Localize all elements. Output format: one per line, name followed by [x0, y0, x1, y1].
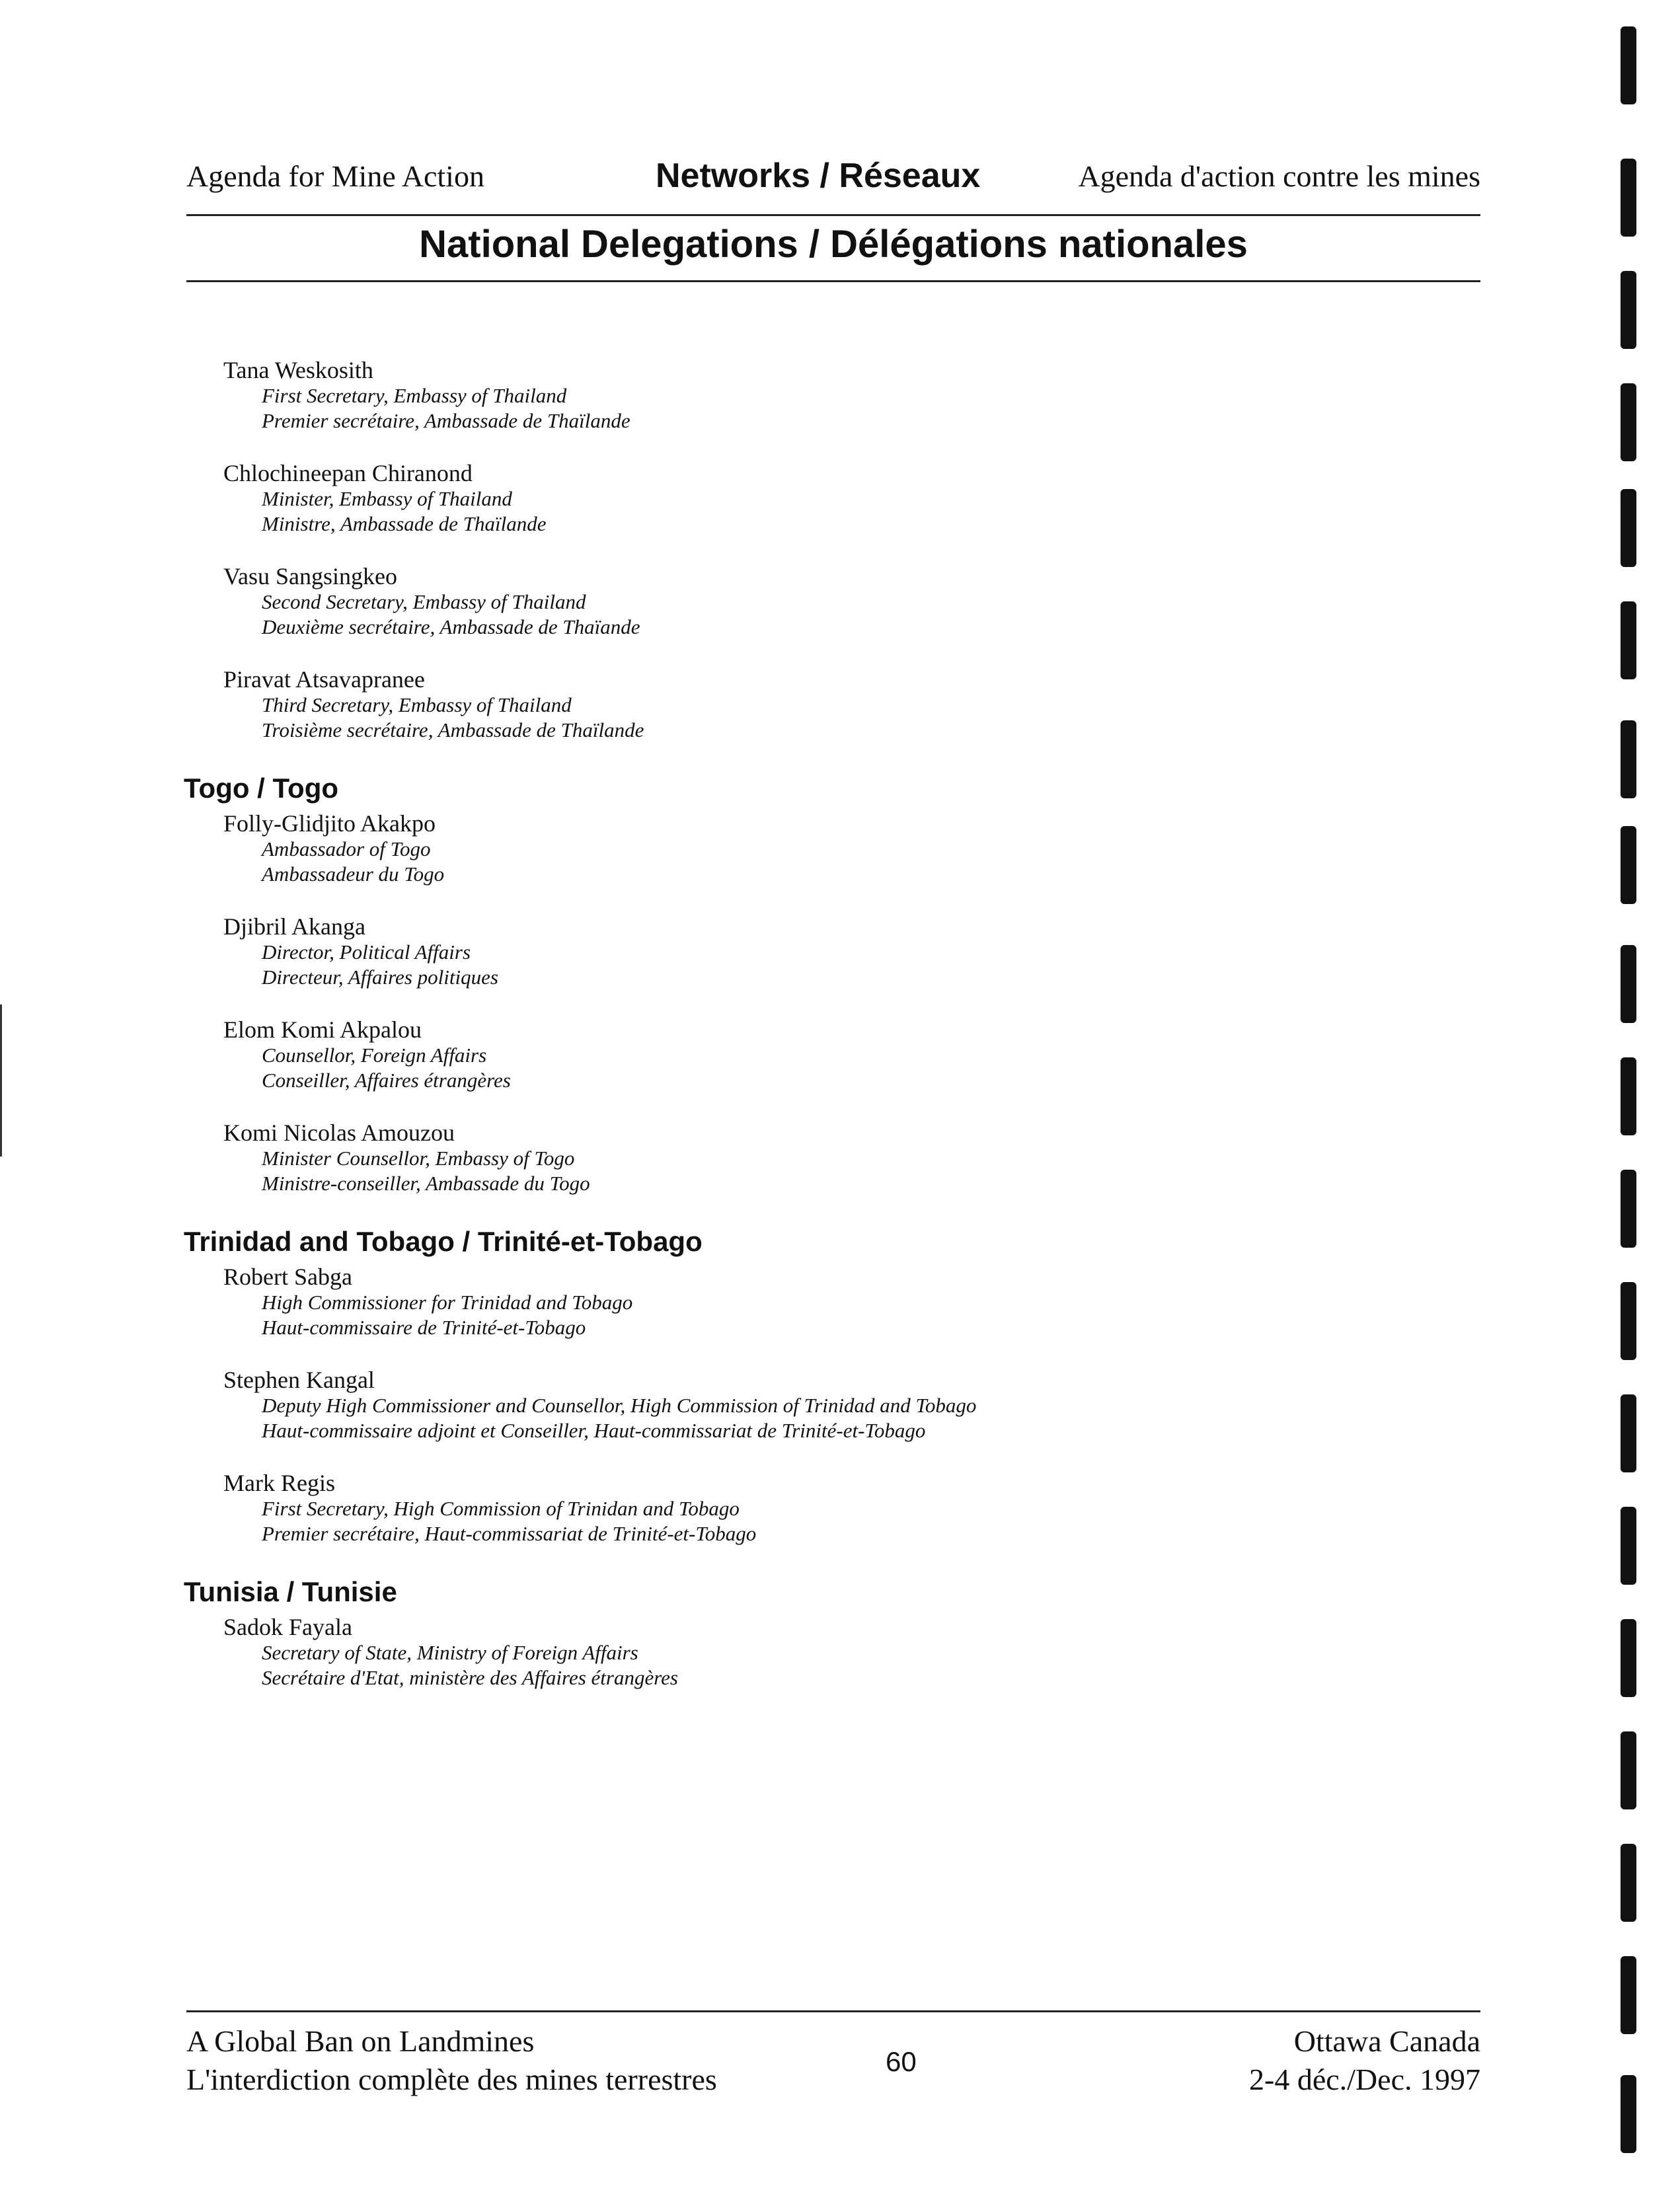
binding-hole [1621, 271, 1636, 349]
delegate-name: Vasu Sangsingkeo [223, 563, 397, 589]
binding-hole [1621, 1282, 1636, 1360]
country-group-thailand [184, 357, 1479, 743]
footer-right-line2: 2-4 déc./Dec. 1997 [1249, 2063, 1480, 2096]
delegate-title-fr: Troisième secrétaire, Ambassade de Thaïlande [262, 718, 644, 741]
delegate-title-en: Third Secretary, Embassy of Thailand [262, 693, 572, 716]
binding-hole [1621, 26, 1636, 104]
delegate-name: Tana Weskosith [223, 357, 373, 383]
binding-hole [1621, 601, 1636, 679]
footer-rule [186, 2010, 1480, 2012]
delegate-title-en: High Commissioner for Trinidad and Tobago [262, 1291, 633, 1314]
delegate-entry [223, 460, 1479, 537]
page-number: 60 [886, 2046, 917, 2077]
section-title: National Delegations / Délégations nationales [419, 223, 1248, 266]
delegate-title-en: First Secretary, High Commission of Trinidan and Tobago [262, 1497, 740, 1520]
delegate-name: Elom Komi Akpalou [223, 1016, 422, 1043]
delegate-entry [223, 1016, 1479, 1093]
delegate-entry [223, 1614, 1479, 1690]
header-center-title: Networks / Réseaux [656, 157, 981, 195]
delegate-title-fr: Deuxième secrétaire, Ambassade de Thaïande [262, 615, 640, 638]
binding-hole [1621, 1619, 1636, 1697]
binding-hole [1621, 1507, 1636, 1585]
delegate-title-fr: Secrétaire d'Etat, ministère des Affaires étrangères [262, 1666, 678, 1689]
footer-left-line1: A Global Ban on Landmines [186, 2024, 535, 2058]
footer-right [1249, 2022, 1480, 2099]
country-group-trinidad-and-tobago [184, 1223, 1479, 1546]
binding-hole [1621, 383, 1636, 461]
footer-left [186, 2022, 717, 2099]
delegate-title-fr: Ministre-conseiller, Ambassade du Togo [262, 1172, 590, 1195]
scan-edge-mark [0, 1005, 2, 1157]
delegate-title-fr: Haut-commissaire de Trinité-et-Tobago [262, 1316, 586, 1339]
delegate-title-fr: Premier secrétaire, Haut-commissariat de Trinité-et-Tobago [262, 1522, 757, 1545]
delegate-name: Komi Nicolas Amouzou [223, 1119, 455, 1146]
delegate-title-fr: Conseiller, Affaires étrangères [262, 1069, 511, 1092]
delegate-title-fr: Haut-commissaire adjoint et Conseiller, Haut-commissariat de Trinité-et-Tobago [262, 1419, 926, 1442]
binding-hole [1621, 1057, 1636, 1135]
delegate-name: Djibril Akanga [223, 913, 365, 940]
header-right-title: Agenda d'action contre les mines [1078, 159, 1480, 193]
delegate-title-en: Second Secretary, Embassy of Thailand [262, 590, 586, 613]
delegate-entry [223, 1470, 1479, 1546]
country-heading: Togo / Togo [184, 773, 339, 804]
delegate-entry [223, 810, 1479, 887]
country-heading: Tunisia / Tunisie [184, 1576, 397, 1607]
delegate-title-en: Minister Counsellor, Embassy of Togo [262, 1147, 575, 1170]
binding-hole [1621, 489, 1636, 567]
header-left-title: Agenda for Mine Action [186, 159, 484, 193]
delegate-title-en: Minister, Embassy of Thailand [262, 487, 512, 510]
header-rule-bottom [186, 280, 1480, 282]
country-group-tunisia [184, 1573, 1479, 1690]
binding-hole [1621, 945, 1636, 1023]
delegate-name: Piravat Atsavapranee [223, 666, 425, 693]
delegate-name: Robert Sabga [223, 1264, 352, 1290]
country-heading: Trinidad and Tobago / Trinité-et-Tobago [184, 1226, 703, 1257]
delegate-title-fr: Directeur, Affaires politiques [262, 966, 498, 989]
binding-hole [1621, 159, 1636, 237]
delegate-name: Chlochineepan Chiranond [223, 460, 473, 486]
delegate-title-fr: Ministre, Ambassade de Thaïlande [262, 512, 547, 535]
delegate-entry [223, 1119, 1479, 1196]
delegation-list [184, 357, 1479, 1717]
country-group-togo [184, 769, 1479, 1196]
delegate-name: Stephen Kangal [223, 1367, 375, 1393]
delegate-entry [223, 563, 1479, 640]
binding-hole [1621, 1731, 1636, 1809]
footer-left-line2: L'interdiction complète des mines terrestres [186, 2063, 717, 2096]
header-rule-top [186, 214, 1480, 216]
binding-hole [1621, 2075, 1636, 2153]
binding-hole [1621, 1170, 1636, 1248]
binding-hole [1621, 1844, 1636, 1922]
delegate-entry [223, 913, 1479, 990]
delegate-entry [223, 666, 1479, 743]
delegate-title-en: Director, Political Affairs [262, 940, 471, 964]
delegate-title-fr: Ambassadeur du Togo [262, 862, 445, 886]
binding-hole [1621, 720, 1636, 798]
delegate-title-en: Ambassador of Togo [262, 837, 431, 860]
delegate-title-en: First Secretary, Embassy of Thailand [262, 384, 567, 407]
footer-right-line1: Ottawa Canada [1293, 2024, 1480, 2058]
delegate-entry [223, 357, 1479, 434]
binding-hole [1621, 826, 1636, 904]
delegate-name: Folly-Glidjito Akakpo [223, 810, 436, 837]
delegate-entry [223, 1367, 1479, 1443]
binding-hole [1621, 1394, 1636, 1472]
delegate-name: Sadok Fayala [223, 1614, 352, 1640]
delegate-title-en: Deputy High Commissioner and Counsellor, High Commission of Trinidad and Tobago [262, 1394, 977, 1417]
delegate-title-en: Counsellor, Foreign Affairs [262, 1043, 487, 1067]
binding-hole [1621, 1956, 1636, 2034]
delegate-title-fr: Premier secrétaire, Ambassade de Thaïlande [262, 409, 630, 432]
delegate-title-en: Secretary of State, Ministry of Foreign Affairs [262, 1641, 638, 1664]
page-header [186, 152, 1480, 198]
delegate-entry [223, 1264, 1479, 1340]
binding-holes [1621, 0, 1660, 2200]
delegate-name: Mark Regis [223, 1470, 335, 1496]
